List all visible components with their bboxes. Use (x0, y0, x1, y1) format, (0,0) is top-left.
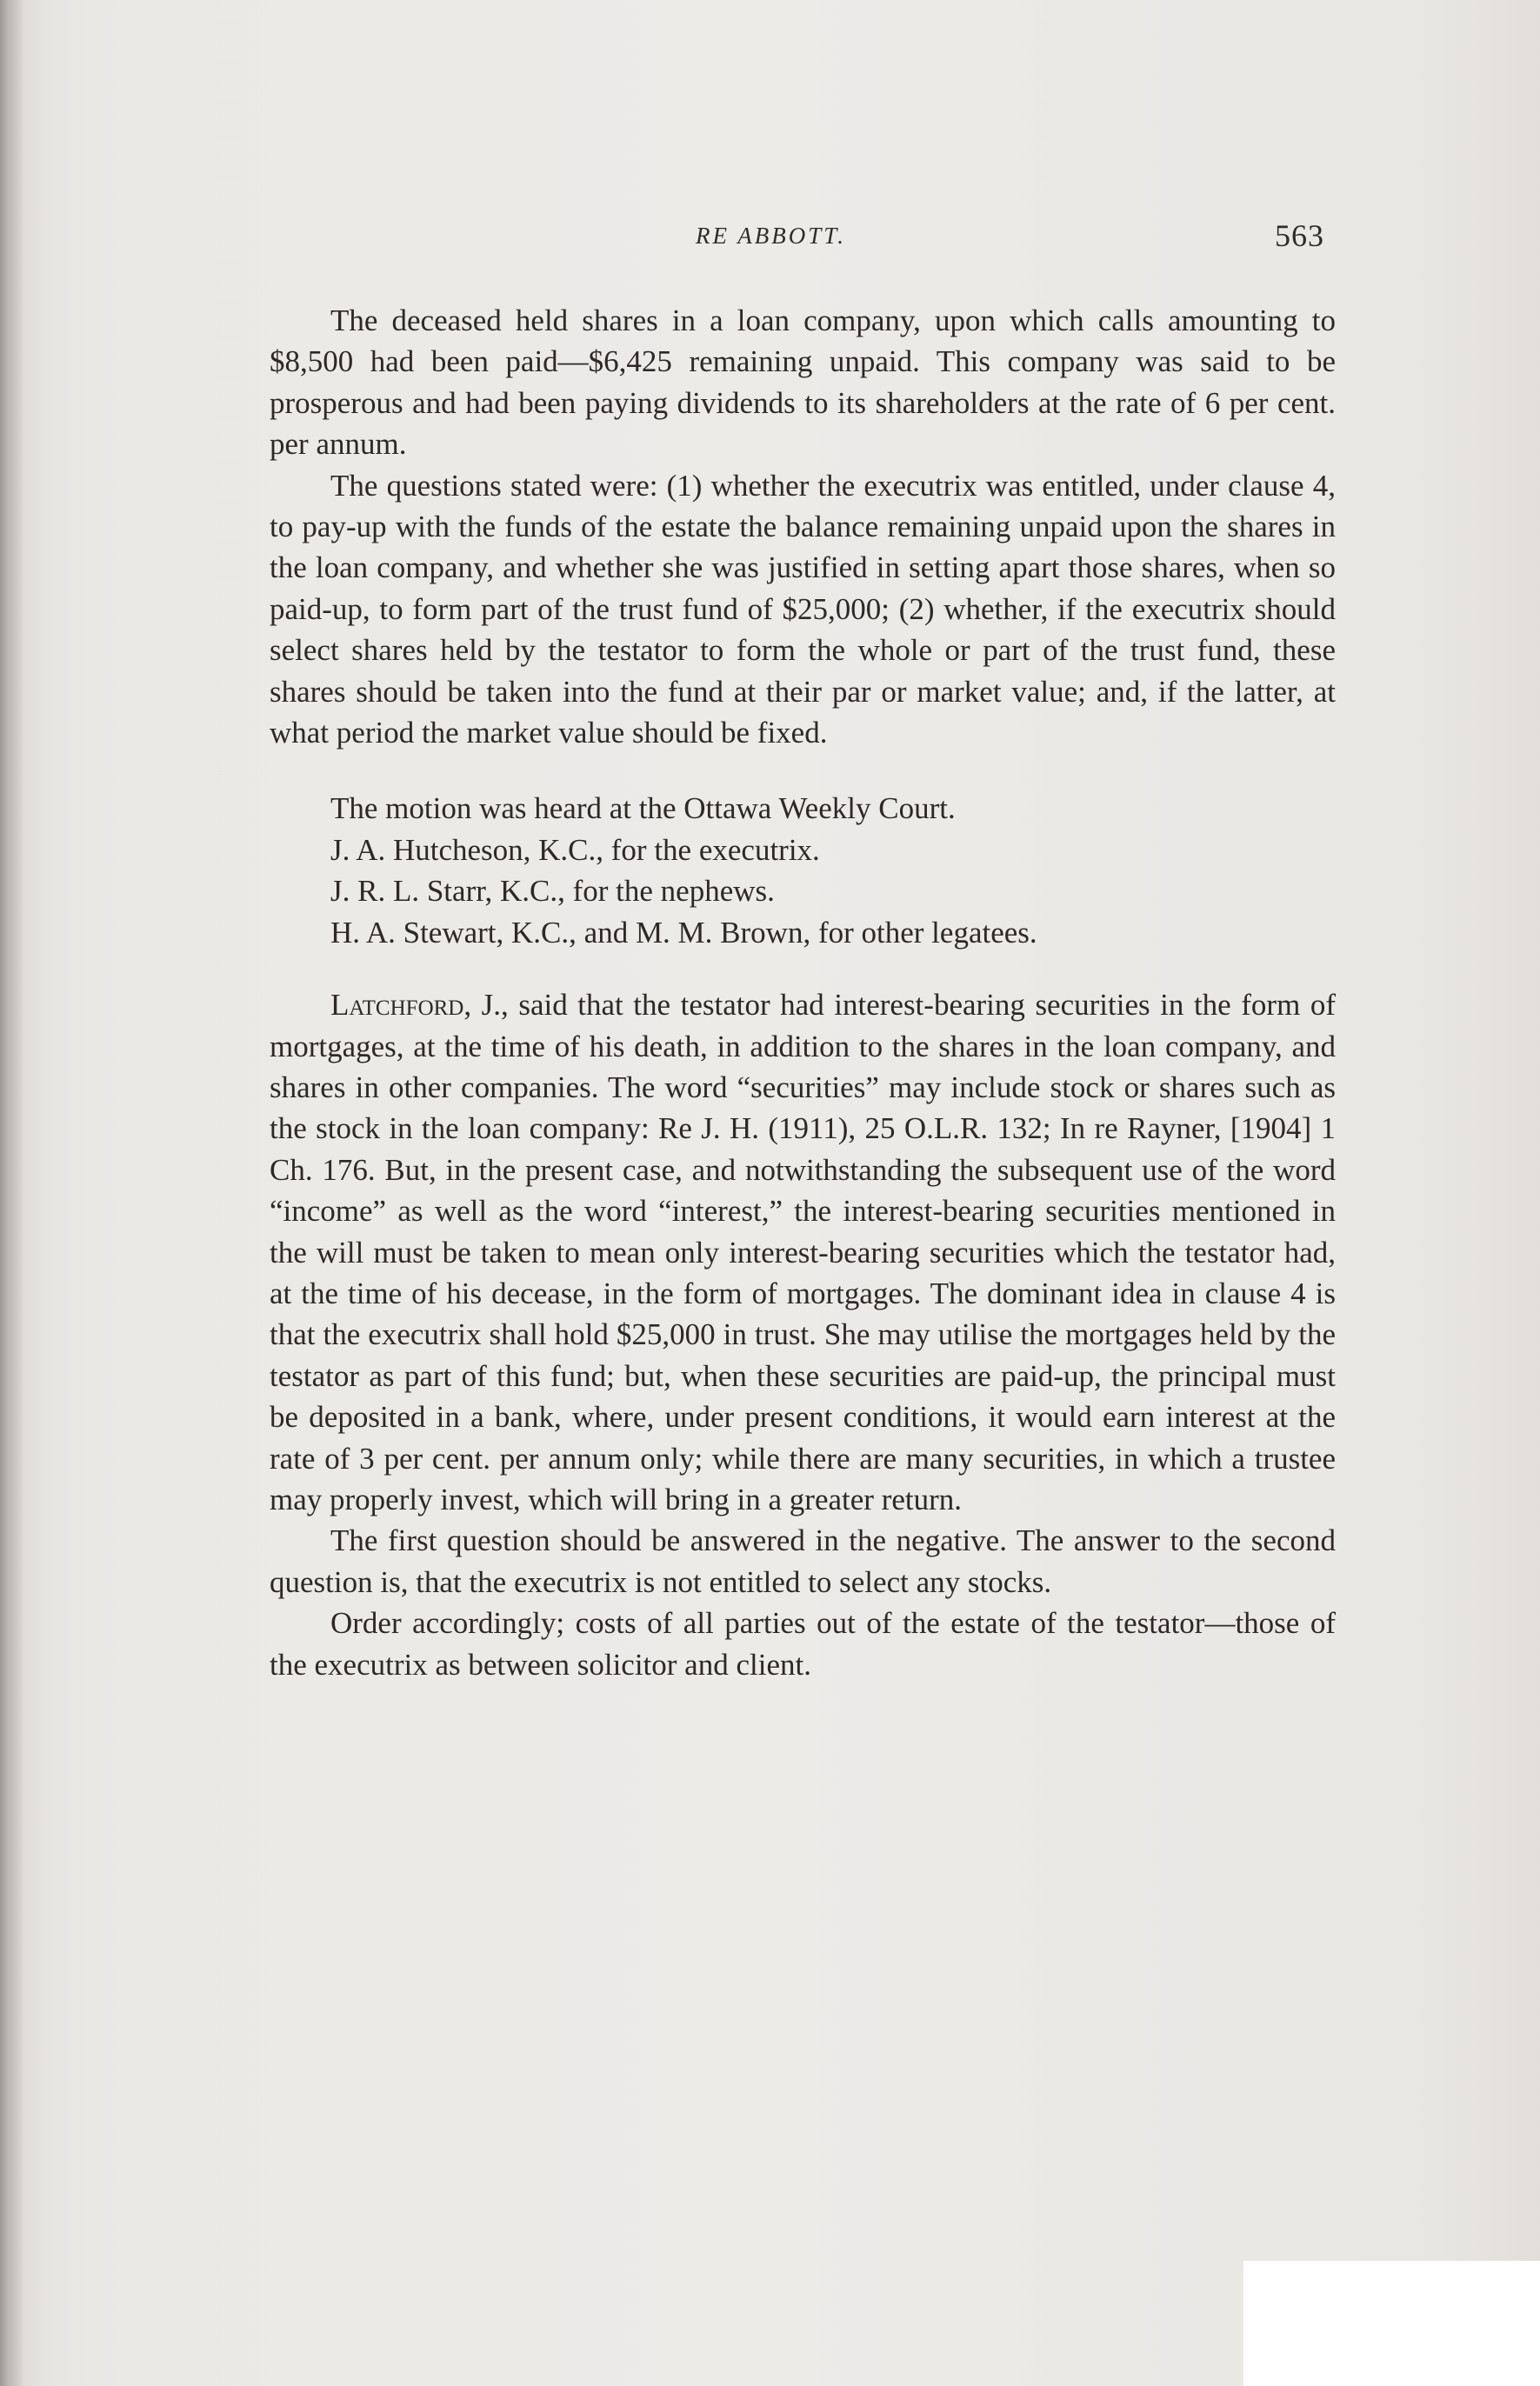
section-spacer (270, 753, 1336, 788)
body-text (270, 300, 1336, 1685)
paragraph-shares: The deceased held shares in a loan company, upon which calls amounting to $8,500 had been paid—$6,425 remaining unpaid. This company was said to be prosperous and had been paying dividends to its shareholders at the rate of 6 per cent. per annum. (270, 303, 1336, 462)
running-title: RE ABBOTT. (696, 223, 847, 249)
judgment-paragraph (270, 984, 1336, 1520)
counsel-legatees: H. A. Stewart, K.C., and M. M. Brown, for other legatees. (330, 915, 1037, 950)
court-note: The motion was heard at the Ottawa Weekly Court. (330, 791, 956, 826)
section-spacer (270, 953, 1336, 984)
counsel-executrix: J. A. Hutcheson, K.C., for the executrix. (330, 832, 820, 867)
paragraph-questions: The questions stated were: (1) whether the executrix was entitled, under clause 4, to pay-up with the funds of the estate the balance remaining unpaid upon the shares in the loan company, and whether she was justified in setting apart those shares, when so paid-up, to form part of the trust fund of $25,000; (2) whether, if the executrix should select shares held by the testator to form the whole or part of the trust fund, these shares should be taken into the fund at their par or market value; and, if the latter, at what period the market value should be fixed. (270, 468, 1336, 750)
answer-paragraph: The first question should be answered in the negative. The answer to the second question is, that the executrix is not entitled to select any stocks. (270, 1523, 1336, 1599)
binding-shadow (0, 0, 24, 2386)
judgment-text: said that the testator had interest-bearing securities in the form of mortgages, at the time of his death, in addition to the shares in the loan company, and shares in other companies. The word “securities” may include stock or shares such as the stock in the loan company: Re J. H. (1911), 25 O.L.R. 132; In re Rayner, [1904] 1 Ch. 176. But, in the present case, and notwithstanding the subsequent use of the word “income” as well as the word “interest,” the interest-bearing securities mentioned in the will must be taken to mean only interest-bearing securities which the testator had, at the time of his decease, in the form of mortgages. The dominant idea in clause 4 is that the executrix shall hold $25,000 in trust. She may utilise the mortgages held by the testator as part of this fund; but, when these securities are paid-up, the principal must be deposited in a bank, where, under present conditions, it would earn interest at the rate of 3 per cent. per annum only; while there are many securities, in which a trustee may properly invest, which will bring in a greater return. (270, 988, 1336, 1516)
page-number: 563 (1275, 218, 1324, 253)
counsel-nephews: J. R. L. Starr, K.C., for the nephews. (330, 874, 775, 909)
judge-name: Latchford, J., (330, 988, 509, 1023)
scan-corner-blank (1243, 2261, 1540, 2386)
order-paragraph: Order accordingly; costs of all parties out of the estate of the testator—those of the executrix as between solicitor and client. (270, 1606, 1336, 1682)
page-header (0, 217, 1540, 261)
